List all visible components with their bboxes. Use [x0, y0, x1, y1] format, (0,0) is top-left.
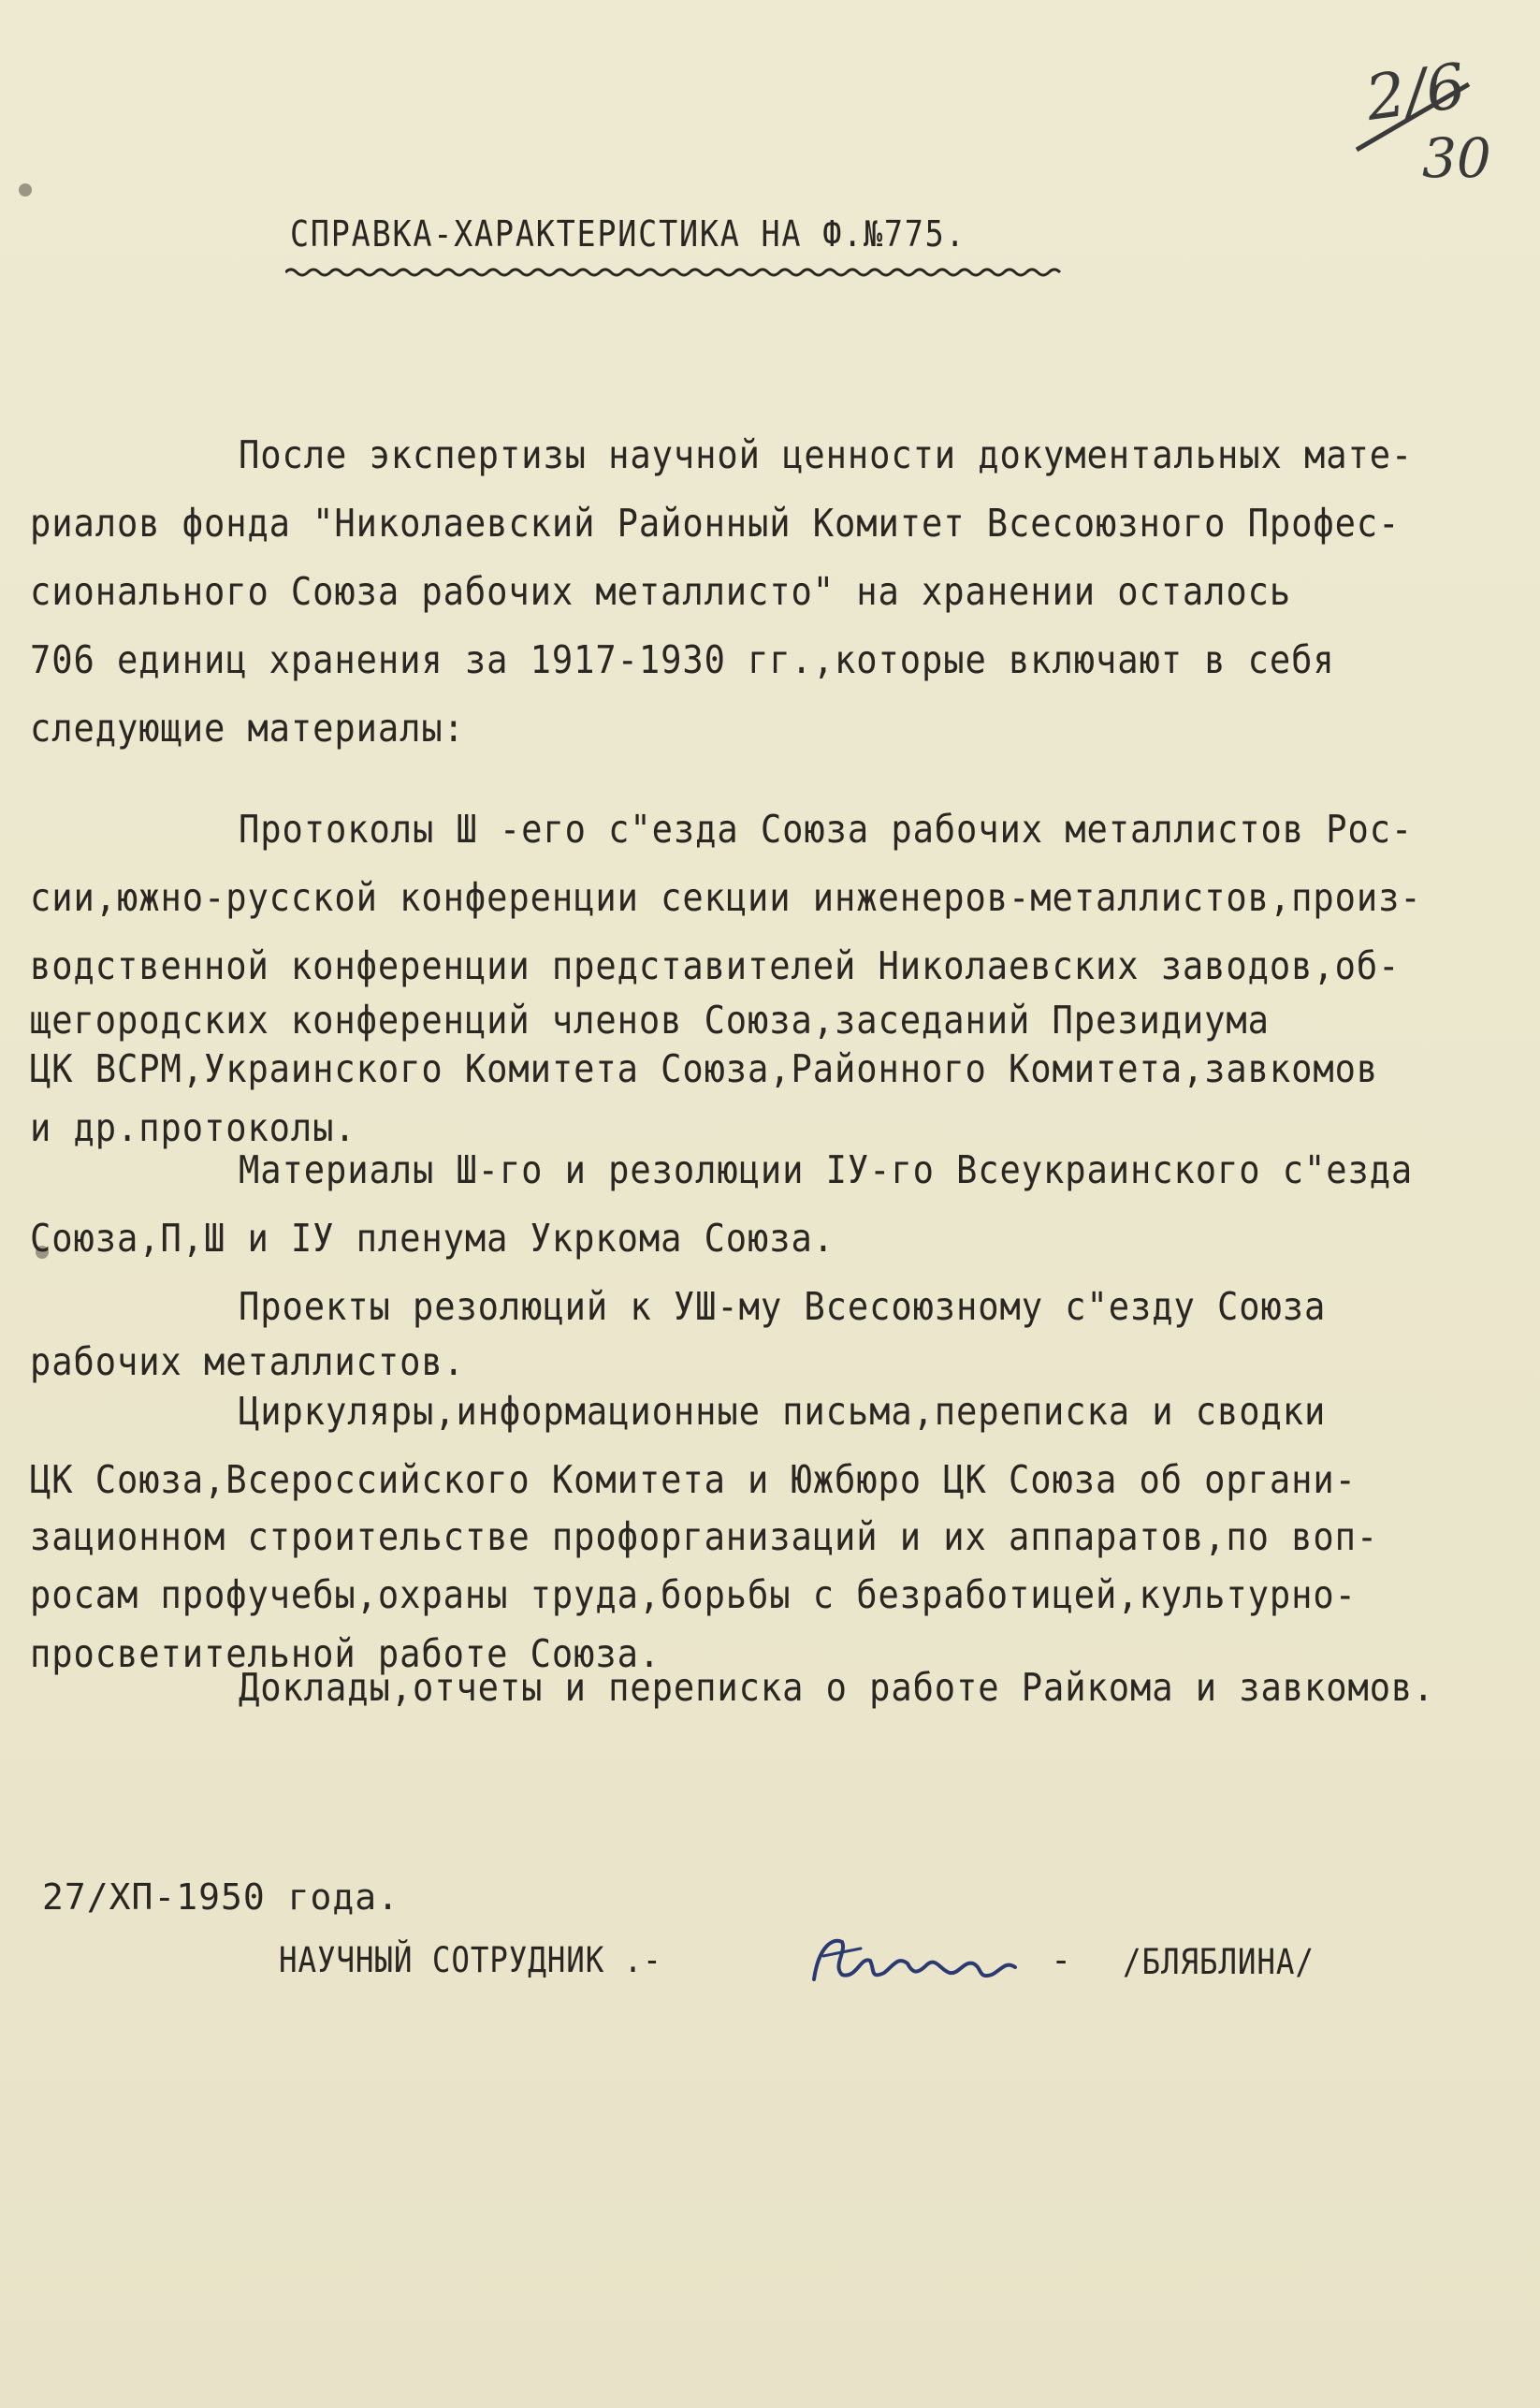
- punch-hole: [19, 183, 32, 197]
- text-line: Материалы Ш-го и резолюции IУ-го Всеукраинского с"езда: [239, 1147, 1414, 1192]
- text-line: зационном строительстве профорганизаций и их аппаратов,по воп-: [30, 1514, 1379, 1559]
- text-line: После экспертизы научной ценности документальных мате-: [239, 432, 1414, 477]
- text-line: рабочих металлистов.: [30, 1339, 465, 1384]
- text-line: Циркуляры,информационные письма,переписка и сводки: [239, 1389, 1327, 1434]
- text-line: следующие материалы:: [30, 706, 465, 751]
- handwritten-signature: [805, 1928, 1085, 1993]
- title-underline: [285, 265, 1062, 284]
- document-title: СПРАВКА-ХАРАКТЕРИСТИКА НА Ф.№775.: [290, 213, 966, 255]
- signatory-name: /БЛЯБЛИНА/: [1123, 1942, 1315, 1982]
- text-line: сионального Союза рабочих металлисто" на хранении осталось: [30, 569, 1292, 614]
- text-line: риалов фонда "Николаевский Районный Комитет Всесоюзного Профес-: [30, 501, 1401, 546]
- text-line: Протоколы Ш -его с"езда Союза рабочих металлистов Рос-: [239, 807, 1414, 852]
- text-line: 706 единиц хранения за 1917-1930 гг.,которые включают в себя: [30, 637, 1335, 682]
- text-line: щегородских конференций членов Союза,заседаний Президиума: [30, 998, 1270, 1043]
- text-line: росам профучебы,охраны труда,борьбы с безработицей,культурно-: [30, 1572, 1357, 1617]
- folio-page-number: 30: [1422, 126, 1491, 190]
- signatory-position: НАУЧНЫЙ СОТРУДНИК .-: [279, 1940, 662, 1980]
- folio-number: [1347, 49, 1497, 197]
- text-line: водственной конференции представителей Николаевских заводов,об-: [30, 943, 1401, 988]
- signature-dash: -: [1051, 1940, 1073, 1980]
- text-line: Союза,П,Ш и IУ пленума Укркома Союза.: [30, 1216, 835, 1261]
- document-date: 27/ХП-1950 года.: [42, 1876, 400, 1918]
- text-line: просветительной работе Союза.: [30, 1631, 661, 1676]
- text-line: ЦК Союза,Всероссийского Комитета и Южбюро ЦК Союза об органи-: [30, 1457, 1357, 1502]
- text-line: Проекты резолюций к УШ-му Всесоюзному с"езду Союза: [239, 1284, 1327, 1329]
- text-line: ЦК ВСРМ,Украинского Комитета Союза,Районного Комитета,завкомов: [30, 1046, 1379, 1091]
- text-line: и др.протоколы.: [30, 1105, 356, 1150]
- text-line: Доклады,отчеты и переписка о работе Райкома и завкомов.: [239, 1665, 1435, 1710]
- folio-stamp-number: 2/6: [1361, 49, 1471, 136]
- text-line: сии,южно-русской конференции секции инженеров-металлистов,произ-: [30, 875, 1422, 920]
